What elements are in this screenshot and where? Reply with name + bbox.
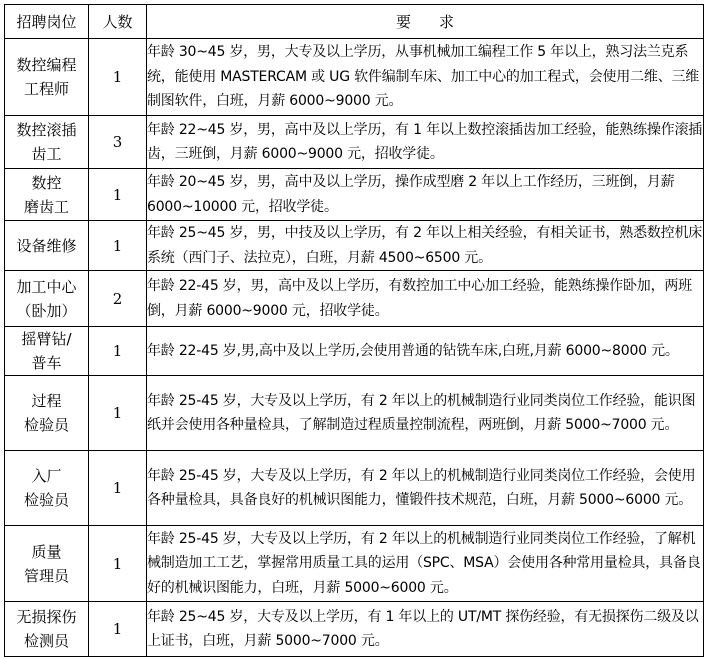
requirements-cell: 年龄 22-45 岁,男,高中及以上学历,会使用普通的钻铣车床,白班,月薪 6000~8000 元。 xyxy=(147,327,704,376)
count-cell: 1 xyxy=(89,39,147,116)
table-row xyxy=(5,116,704,169)
requirements-cell: 年龄 22-45 岁，男，高中及以上学历，有数控加工中心加工经验，能熟练操作卧加，两班倒，月薪 6000~9000 元，招收学徒。 xyxy=(147,271,704,327)
position-cell xyxy=(5,526,89,602)
table-row xyxy=(5,221,704,271)
requirements-cell: 年龄 25~45 岁，大专及以上学历，有 1 年以上的 UT/MT 探伤经验，有无损探伤二级及以上证书，白班，月薪 5000~7000 元。 xyxy=(147,602,704,657)
position-cell xyxy=(5,221,89,271)
count-cell: 1 xyxy=(89,169,147,221)
position-cell xyxy=(5,39,89,116)
position-label-line: 管理员 xyxy=(23,566,69,585)
table-row xyxy=(5,376,704,451)
count-cell: 3 xyxy=(89,116,147,169)
position-label-line: 加工中心 xyxy=(16,277,77,296)
count-cell: 1 xyxy=(89,376,147,451)
position-label-line: 过程 xyxy=(31,392,62,410)
header-count: 人数 xyxy=(89,5,147,39)
position-label-line: 工程师 xyxy=(23,80,69,98)
position-label-line: 检测员 xyxy=(23,632,69,650)
position-label-line: 检验员 xyxy=(23,491,69,509)
position-label-line: 质量 xyxy=(31,542,62,561)
count-cell: 2 xyxy=(89,271,147,327)
count-cell: 1 xyxy=(89,602,147,657)
table-row xyxy=(5,169,704,221)
count-cell: 1 xyxy=(89,221,147,271)
count-cell: 1 xyxy=(89,451,147,526)
position-cell xyxy=(5,116,89,169)
position-label-line: 齿工 xyxy=(31,145,62,163)
position-cell xyxy=(5,602,89,657)
requirements-cell: 年龄 20~45 岁，男，高中及以上学历，操作成型磨 2 年以上工作经历，三班倒，月薪 6000~10000 元，招收学徒。 xyxy=(147,169,704,221)
header-position: 招聘岗位 xyxy=(5,5,89,39)
table-row xyxy=(5,602,704,657)
table-row xyxy=(5,451,704,526)
requirements-cell: 年龄 22~45 岁，男，高中及以上学历，有 1 年以上数控滚插齿加工经验，能熟练操作滚插齿，三班倒，月薪 6000~9000 元，招收学徒。 xyxy=(147,116,704,169)
position-label-line: 摇臂钻/ xyxy=(21,330,72,348)
position-label-line: （卧加） xyxy=(16,301,77,320)
position-label-line: 数控编程 xyxy=(16,56,77,74)
table-row xyxy=(5,271,704,327)
count-cell: 1 xyxy=(89,526,147,602)
position-label-line: 入厂 xyxy=(31,467,62,485)
position-label-line: 磨齿工 xyxy=(23,197,69,216)
requirements-cell: 年龄 30~45 岁，男，大专及以上学历，从事机械加工编程工作 5 年以上，熟习法兰克系统，能使用 MASTERCAM 或 UG 软件编制车床、加工中心的加工程式，会使用二维、三维制图软件，白班，月薪 6000~9000 元。 xyxy=(147,39,704,116)
position-cell xyxy=(5,451,89,526)
header-row xyxy=(5,5,704,39)
position-label-line: 普车 xyxy=(31,354,62,372)
position-label-line: 数控滚插 xyxy=(16,121,77,139)
requirements-cell: 年龄 25-45 岁，大专及以上学历，有 2 年以上的机械制造行业同类岗位工作经验，会使用各种量检具，具备良好的机械识图能力，懂锻件技术规范，白班，月薪 5000~6000 元。 xyxy=(147,451,704,526)
table-row xyxy=(5,526,704,602)
position-cell xyxy=(5,169,89,221)
position-cell xyxy=(5,376,89,451)
table-row xyxy=(5,39,704,116)
position-label-line: 无损探伤 xyxy=(16,608,77,626)
requirements-cell: 年龄 25-45 岁，大专及以上学历，有 2 年以上的机械制造行业同类岗位工作经验，了解机械制造加工工艺，掌握常用质量工具的运用（SPC、MSA）会使用各种常用量检具，具备良好的机械识图能力，白班，月薪 5000~6000 元。 xyxy=(147,526,704,602)
recruitment-table xyxy=(4,4,704,657)
position-cell xyxy=(5,327,89,376)
position-cell xyxy=(5,271,89,327)
position-label-line: 设备维修 xyxy=(16,236,77,255)
count-cell: 1 xyxy=(89,327,147,376)
table-body xyxy=(5,39,704,657)
requirements-cell: 年龄 25-45 岁，大专及以上学历，有 2 年以上的机械制造行业同类岗位工作经验，能识图纸并会使用各种量检具，了解制造过程质量控制流程，两班倒，月薪 5000~7000 元。 xyxy=(147,376,704,451)
requirements-cell: 年龄 25~45 岁，男，中技及以上学历，有 2 年以上相关经验，有相关证书，熟悉数控机床系统（西门子、法拉克），白班，月薪 4500~6500 元。 xyxy=(147,221,704,271)
header-requirements: 要求 xyxy=(147,5,704,39)
position-label-line: 数控 xyxy=(31,173,62,192)
table-row xyxy=(5,327,704,376)
position-label-line: 检验员 xyxy=(23,416,69,434)
